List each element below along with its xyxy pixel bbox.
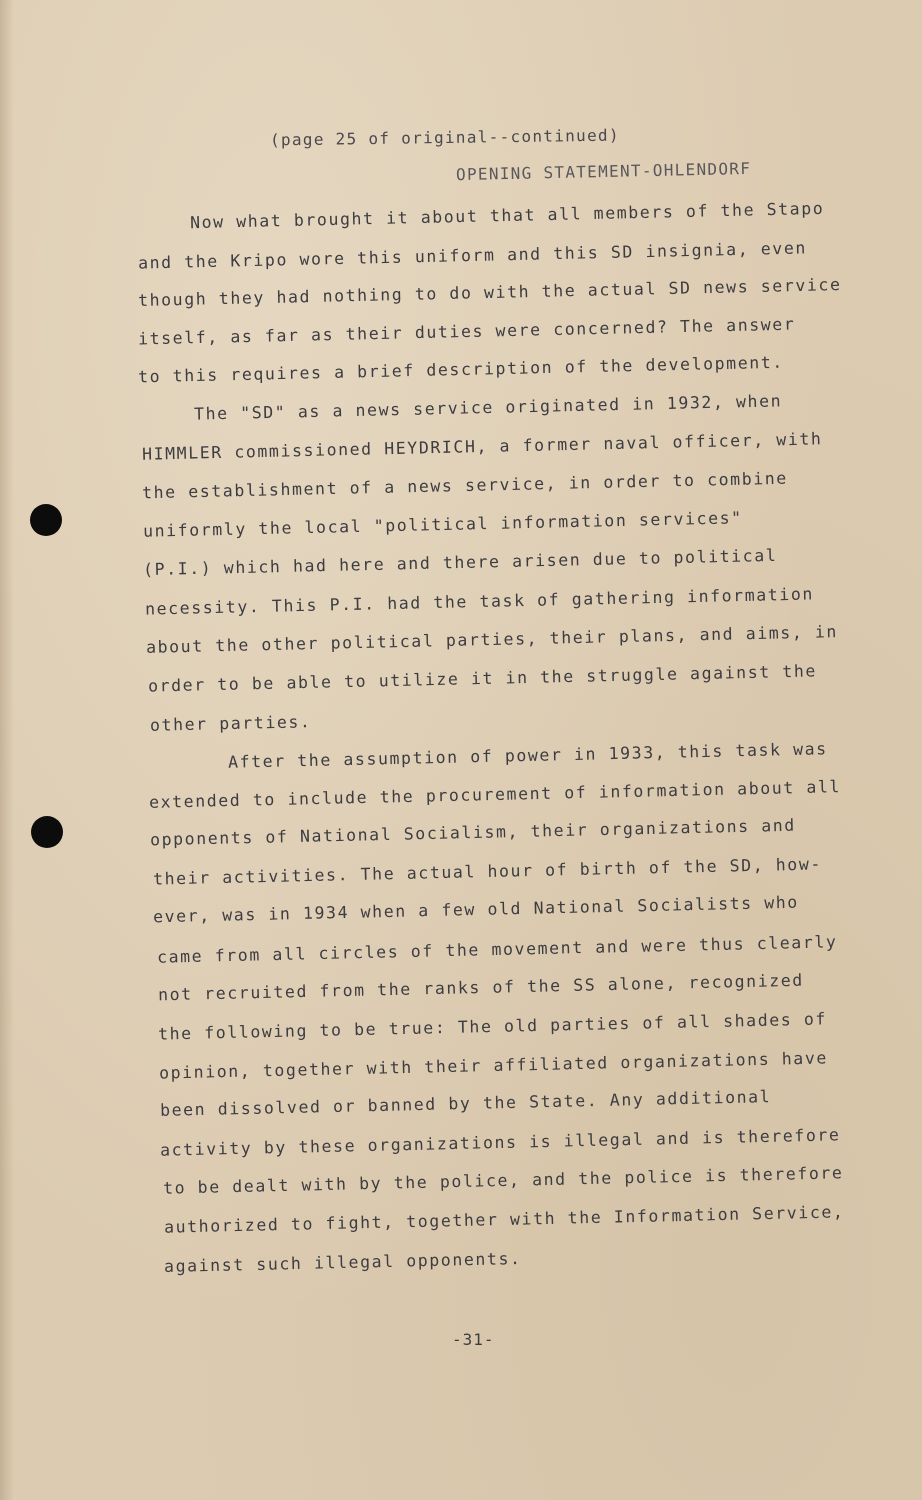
- text-line: ever, was in 1934 when a few old National Socialists who: [152, 892, 800, 927]
- text-line: After the assumption of power in 1933, this task was: [227, 739, 828, 772]
- text-line: came from all circles of the movement and were thus clearly: [156, 932, 838, 967]
- text-line: opponents of National Socialism, their organizations and: [149, 815, 797, 850]
- text-line: the following to be true: The old parties of all shades of: [157, 1009, 828, 1044]
- punch-hole-upper: [30, 504, 62, 536]
- text-line: though they had nothing to do with the actual SD news service: [137, 275, 842, 310]
- text-line: (P.I.) which had here and there arisen due to political: [142, 545, 778, 580]
- text-line: and the Kripo wore this uniform and this SD insignia, even: [137, 238, 808, 273]
- text-line: necessity. This P.I. had the task of gathering information: [144, 584, 815, 619]
- punch-hole-lower: [31, 816, 63, 848]
- text-line: uniformly the local "political information services": [142, 508, 743, 541]
- text-line: itself, as far as their duties were concerned? The answer: [137, 314, 796, 349]
- text-line: activity by these organizations is illegal and is therefore: [159, 1125, 841, 1160]
- text-line: been dissolved or banned by the State. Any additional: [159, 1087, 772, 1120]
- text-line: Now what brought it about that all members of the Stapo: [189, 198, 825, 233]
- text-line: to this requires a brief description of the development.: [137, 352, 785, 387]
- page-reference: (page 25 of original--continued): [269, 125, 620, 150]
- page-number: -31-: [452, 1330, 495, 1349]
- text-line: to be dealt with by the police, and the police is therefore: [162, 1163, 844, 1198]
- text-line: not recruited from the ranks of the SS alone, recognized: [157, 970, 805, 1005]
- text-line: the establishment of a news service, in order to combine: [141, 468, 789, 503]
- text-line: about the other political parties, their plans, and aims, in: [145, 622, 839, 657]
- text-line: order to be able to utilize it in the struggle against the: [147, 661, 818, 696]
- text-line: authorized to fight, together with the Information Service,: [163, 1202, 845, 1237]
- text-line: The "SD" as a news service originated in 1932, when: [193, 391, 783, 424]
- text-line: other parties.: [149, 712, 312, 735]
- text-line: opinion, together with their affiliated organizations have: [158, 1048, 829, 1083]
- text-line: their activities. The actual hour of birth of the SD, how-: [152, 854, 823, 889]
- text-line: HIMMLER commissioned HEYDRICH, a former naval officer, with: [141, 429, 823, 464]
- text-line: extended to include the procurement of information about all: [148, 777, 842, 812]
- statement-title: OPENING STATEMENT-OHLENDORF: [455, 158, 752, 185]
- page-edge-shadow: [0, 0, 14, 1500]
- text-line: against such illegal opponents.: [163, 1248, 522, 1277]
